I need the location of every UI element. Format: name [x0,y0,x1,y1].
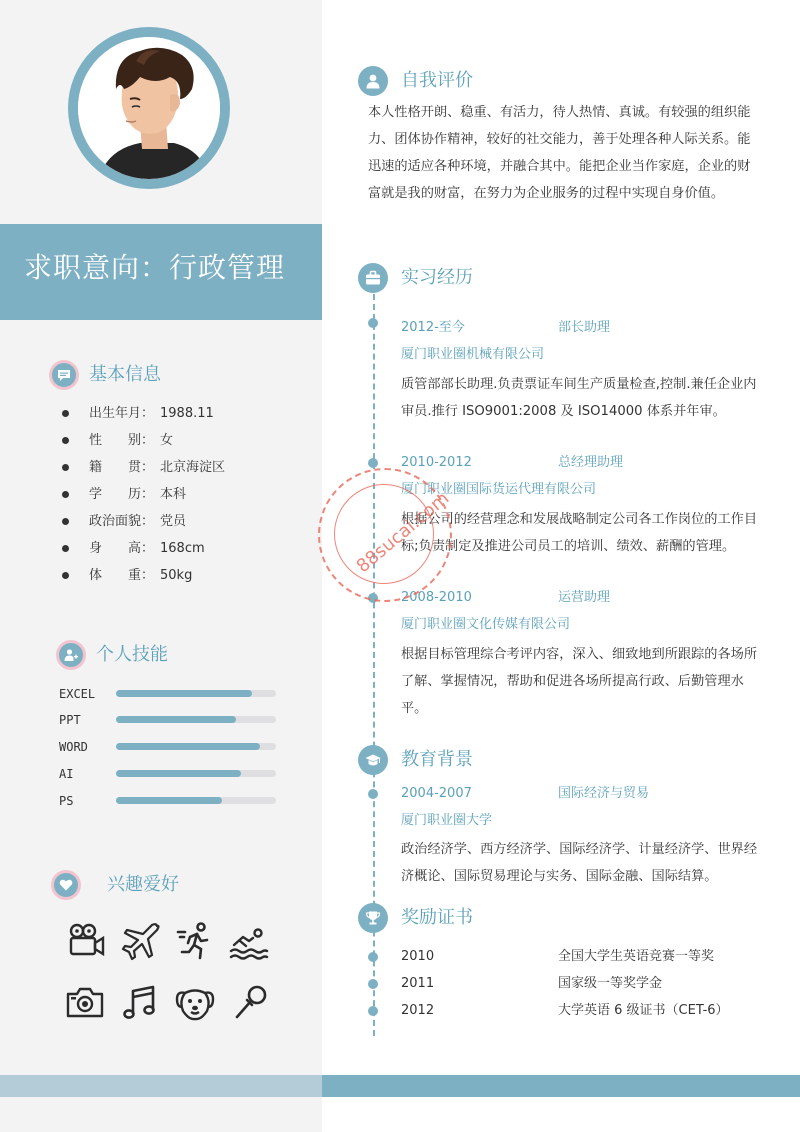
add-user-icon [56,640,86,670]
skills-title: 个人技能 [96,644,168,665]
education-school: 厦门职业圈大学 [401,813,493,828]
trophy-icon [358,903,388,933]
internship-description: 根据公司的经营理念和发展战略制定公司各工作岗位的工作目标;负责制定及推进公司员工的培训、绩效、薪酬的管理。 [401,512,758,554]
graduation-cap-icon [358,745,388,775]
skill-track [116,770,276,777]
heart-icon [51,870,81,900]
self-evaluation-text: 本人性格开朗、稳重、有活力，待人热情、真诚。有较强的组织能力、团体协作精神，较好的社交能力，善于处理各种人际关系。能迅速的适应各种环境，并融合其中。能把企业当作家庭，企业的财富就是我的财富，在努力为企业服务的过程中实现自身价值。 [368,105,751,201]
info-value: 168cm [160,541,205,556]
award-year: 2012 [401,1003,435,1018]
skill-level-bar [116,743,260,750]
user-icon [358,66,388,96]
skill-name: WORD [59,740,88,754]
skill-track [116,743,276,750]
briefcase-icon [358,263,388,293]
info-value: 50kg [160,568,193,583]
info-value: 女 [160,433,174,448]
portrait-illustration [78,37,220,179]
info-value: 1988.11 [160,406,214,421]
watermark-text: 88sucai.com [352,487,454,578]
self-evaluation-title: 自我评价 [401,70,473,91]
info-key: 性 别： [89,433,155,448]
internship-description: 质管部部长助理.负责票证车间生产质量检查,控制.兼任企业内审员.推行 ISO9001:2008 及 ISO14000 体系并年审。 [401,377,757,419]
avatar [68,27,230,189]
running-icon [176,921,216,961]
award-name: 国家级一等奖学金 [558,976,663,991]
education-major: 国际经济与贸易 [558,786,650,801]
info-key: 籍 贯： [89,460,155,475]
basic-info-title: 基本信息 [89,364,161,385]
movie-camera-icon [66,921,106,961]
timeline-dot [368,318,378,328]
avatar-photo [78,37,220,179]
hobbies-title: 兴趣爱好 [107,874,179,895]
info-value: 本科 [160,487,187,502]
internship-company: 厦门职业圈文化传媒有限公司 [401,617,571,632]
info-key: 体 重： [89,568,155,583]
bullet [62,437,69,444]
bullet [62,545,69,552]
internship-period: 2010-2012 [401,455,472,470]
info-key: 身 高： [89,541,155,556]
skill-name: EXCEL [59,687,96,701]
timeline-dot [368,952,378,962]
skill-track [116,716,276,723]
skill-track [116,797,276,804]
skill-name: AI [59,767,74,781]
award-name: 全国大学生英语竞赛一等奖 [558,949,715,964]
education-period: 2004-2007 [401,786,472,801]
internship-role: 部长助理 [558,320,611,335]
skill-level-bar [116,770,241,777]
info-value: 北京海淀区 [160,460,226,475]
job-intention-title: 求职意向：行政管理 [24,251,286,284]
timeline-dot [368,789,378,799]
info-value: 党员 [160,514,187,529]
info-key: 政治面貌： [89,514,155,529]
bullet [62,491,69,498]
internship-description: 根据目标管理综合考评内容，深入、细致地到所跟踪的各场所了解、掌握情况，帮助和促进各场所提高行政、后勤管理水平。 [401,647,758,716]
timeline-dot [368,979,378,989]
bullet [62,410,69,417]
bullet [62,572,69,579]
bullet [62,464,69,471]
skill-name: PS [59,794,74,808]
footer-bar-right [322,1075,800,1097]
info-key: 学 历： [89,487,155,502]
sidebar [0,0,322,1132]
skill-name: PPT [59,713,81,727]
dog-icon [175,983,215,1023]
music-note-icon [120,983,160,1023]
education-courses: 政治经济学、西方经济学、国际经济学、计量经济学、世界经济概论、国际贸易理论与实务、国际金融、国际结算。 [401,842,758,884]
skill-level-bar [116,797,222,804]
timeline-dot [368,458,378,468]
skill-level-bar [116,690,252,697]
award-year: 2010 [401,949,435,964]
microphone-icon [231,983,271,1023]
airplane-icon [121,921,161,961]
internship-role: 运营助理 [558,590,611,605]
education-title: 教育背景 [401,749,473,770]
info-key: 出生年月： [89,406,155,421]
job-intention-banner [0,224,322,320]
internship-company: 厦门职业圈机械有限公司 [401,347,545,362]
swimming-icon [229,921,269,961]
footer-bar-left [0,1075,322,1097]
watermark-stamp [318,468,452,602]
internship-role: 总经理助理 [558,455,624,470]
timeline-dot [368,1006,378,1016]
internship-company: 厦门职业圈国际货运代理有限公司 [401,482,597,497]
bullet [62,518,69,525]
award-year: 2011 [401,976,435,991]
awards-title: 奖励证书 [401,907,473,928]
camera-icon [65,983,105,1023]
chat-bubble-icon [49,360,79,390]
internship-period: 2008-2010 [401,590,472,605]
award-name: 大学英语 6 级证书（CET-6） [558,1003,729,1018]
skill-level-bar [116,716,236,723]
skill-track [116,690,276,697]
internship-title: 实习经历 [401,267,473,288]
internship-period: 2012-至今 [401,320,465,335]
